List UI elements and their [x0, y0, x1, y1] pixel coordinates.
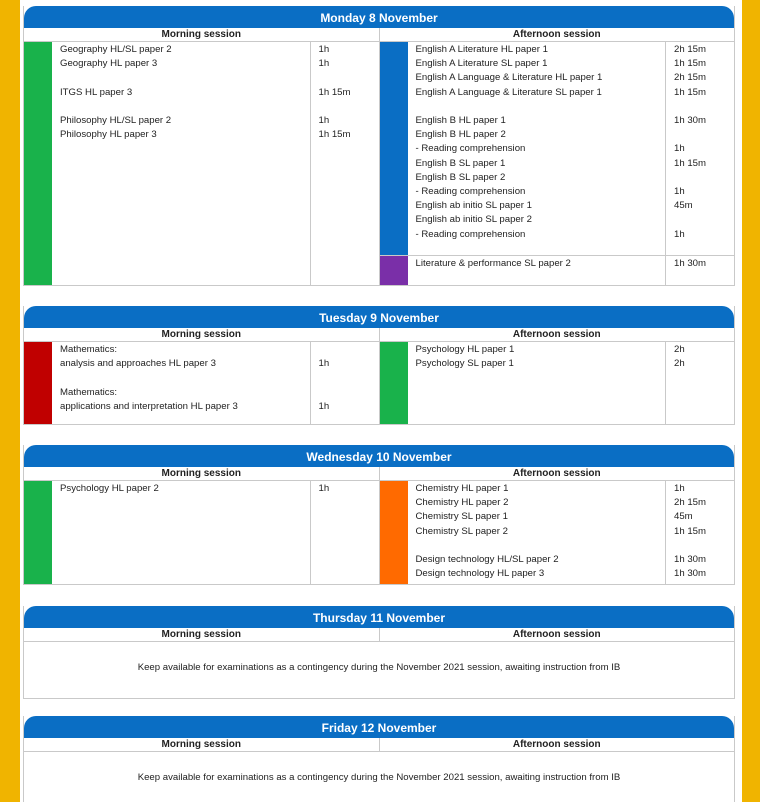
exam-subject: - Reading comprehension — [415, 143, 526, 155]
exam-subject: Mathematics: — [60, 344, 118, 355]
exam-duration: 1h — [318, 114, 330, 126]
subject-color-bar — [24, 42, 52, 285]
day-thursday — [23, 606, 735, 699]
exam-duration: 1h 30m — [674, 115, 706, 126]
exam-subject: English ab initio SL paper 2 — [415, 214, 532, 226]
exam-subject: English B SL paper 1 — [415, 157, 506, 169]
morning-subjects — [52, 342, 310, 424]
exam-duration: 1h 15m — [674, 525, 706, 537]
row-spacer — [674, 539, 734, 553]
exam-subject: - Reading comprehension — [415, 228, 526, 240]
morning-session-label: Morning session — [24, 738, 380, 751]
morning-session-label: Morning session — [24, 628, 380, 641]
row-spacer — [674, 100, 734, 114]
row-spacer — [60, 371, 310, 385]
row-spacer — [416, 539, 666, 553]
afternoon-subjects — [408, 342, 666, 424]
exam-duration: 1h 30m — [674, 568, 706, 580]
afternoon-session-label: Afternoon session — [512, 29, 601, 40]
row-spacer — [674, 128, 734, 142]
morning-subjects — [52, 42, 310, 285]
row-spacer — [319, 100, 379, 114]
exam-subject: English B HL paper 1 — [415, 115, 506, 126]
row-spacer — [319, 343, 379, 357]
exam-subject: analysis and approaches HL paper 3 — [60, 358, 216, 370]
exam-subject: Chemistry HL paper 1 — [415, 483, 509, 494]
exam-duration: 1h 15m — [674, 157, 706, 169]
morning-session-label: Morning session — [24, 28, 380, 41]
row-spacer — [416, 100, 666, 114]
exam-subject: Psychology HL paper 2 — [60, 483, 159, 494]
subject-color-bar — [24, 342, 52, 424]
exam-subject: Psychology SL paper 1 — [415, 358, 514, 370]
subject-color-bar — [380, 481, 408, 584]
morning-subjects — [52, 481, 310, 584]
exam-subject: Philosophy HL/SL paper 2 — [60, 114, 172, 126]
morning-session-label: Morning session — [24, 467, 380, 480]
row-spacer — [319, 371, 379, 385]
morning-durations — [310, 342, 379, 424]
exam-duration: 1h 15m — [318, 129, 351, 141]
session-header-row — [24, 738, 734, 752]
subject-color-bar — [380, 42, 408, 255]
exam-subject: Design technology HL/SL paper 2 — [415, 554, 559, 565]
day-header: Friday 12 November — [24, 716, 734, 738]
afternoon-session-label: Afternoon session — [512, 329, 601, 340]
afternoon-durations — [665, 256, 734, 285]
exam-subject: Geography HL/SL paper 2 — [60, 44, 172, 55]
exam-subject: Chemistry HL paper 2 — [415, 497, 509, 509]
exam-duration: 1h 15m — [674, 86, 706, 98]
exam-duration: 2h — [674, 344, 685, 355]
day-tuesday — [23, 306, 735, 425]
contingency-note: Keep available for examinations as a contingency during the November 2021 session, awaiting instruction from IB — [137, 772, 621, 783]
exam-duration: 1h — [318, 483, 330, 494]
morning-durations — [310, 481, 379, 584]
afternoon-session-label: Afternoon session — [512, 739, 601, 750]
contingency-note: Keep available for examinations as a contingency during the November 2021 session, awaiting instruction from IB — [137, 662, 621, 673]
exam-duration: 1h — [318, 44, 330, 55]
afternoon-durations — [665, 481, 734, 584]
day-wednesday — [23, 445, 735, 585]
exam-duration: 45m — [674, 200, 693, 212]
exam-duration: 2h 15m — [674, 72, 706, 84]
session-header-row — [24, 28, 734, 42]
session-header-row — [24, 328, 734, 342]
exam-subject: Chemistry SL paper 2 — [415, 525, 508, 537]
exam-subject: English A Literature HL paper 1 — [415, 44, 548, 55]
exam-subject: ITGS HL paper 3 — [60, 86, 133, 98]
exam-duration: 2h 15m — [674, 44, 706, 55]
exam-subject: English A Literature SL paper 1 — [415, 58, 548, 70]
exam-subject: English A Language & Literature SL paper 1 — [415, 86, 602, 98]
exam-duration: 1h — [318, 358, 330, 370]
row-spacer — [60, 71, 310, 85]
day-header: Monday 8 November — [24, 6, 734, 28]
row-spacer — [319, 71, 379, 85]
morning-durations — [310, 42, 379, 285]
exam-duration: 2h 15m — [674, 497, 706, 509]
exam-duration: 1h — [674, 483, 685, 494]
subject-color-bar — [24, 481, 52, 584]
exam-duration: 1h 15m — [318, 86, 351, 98]
exam-duration: 2h — [674, 358, 685, 370]
exam-subject: English B SL paper 2 — [415, 171, 506, 183]
exam-duration: 1h — [674, 185, 685, 197]
morning-session-label: Morning session — [24, 328, 380, 341]
exam-subject: - Reading comprehension — [415, 186, 526, 198]
subject-color-bar — [380, 342, 408, 424]
afternoon-subjects — [408, 481, 666, 584]
day-friday — [23, 716, 735, 802]
day-header: Wednesday 10 November — [24, 445, 734, 467]
exam-timetable-page — [20, 0, 742, 802]
row-spacer — [674, 171, 734, 185]
exam-subject: Philosophy HL paper 3 — [60, 129, 157, 141]
afternoon-durations — [665, 342, 734, 424]
exam-subject: Mathematics: — [60, 386, 118, 398]
day-monday — [23, 6, 735, 286]
subject-color-bar — [380, 256, 408, 285]
exam-duration: 1h 30m — [674, 554, 706, 565]
afternoon-subjects — [408, 42, 666, 255]
exam-subject: Design technology HL paper 3 — [415, 568, 545, 580]
exam-duration: 45m — [674, 511, 693, 523]
exam-subject: English ab initio SL paper 1 — [415, 200, 532, 212]
afternoon-session-label: Afternoon session — [512, 468, 601, 479]
exam-duration: 1h 30m — [674, 258, 706, 269]
afternoon-durations — [665, 42, 734, 255]
exam-duration: 1h — [674, 143, 685, 155]
exam-duration: 1h — [674, 228, 685, 240]
row-spacer — [319, 386, 379, 400]
exam-subject: Literature & performance SL paper 2 — [415, 258, 571, 269]
afternoon-subjects — [408, 256, 666, 285]
exam-duration: 1h 15m — [674, 58, 706, 70]
session-header-row — [24, 628, 734, 642]
exam-subject: English A Language & Literature HL paper 1 — [415, 72, 603, 84]
exam-subject: Geography HL paper 3 — [60, 58, 158, 70]
session-header-row — [24, 467, 734, 481]
exam-subject: Chemistry SL paper 1 — [415, 511, 508, 523]
row-spacer — [674, 213, 734, 227]
exam-duration: 1h — [318, 58, 330, 70]
exam-subject: Psychology HL paper 1 — [415, 344, 515, 355]
day-header: Tuesday 9 November — [24, 306, 734, 328]
exam-duration: 1h — [318, 400, 330, 412]
day-header: Thursday 11 November — [24, 606, 734, 628]
row-spacer — [60, 100, 310, 114]
exam-subject: applications and interpretation HL paper 3 — [60, 400, 238, 412]
exam-subject: English B HL paper 2 — [415, 129, 506, 141]
afternoon-session-label: Afternoon session — [512, 629, 601, 640]
